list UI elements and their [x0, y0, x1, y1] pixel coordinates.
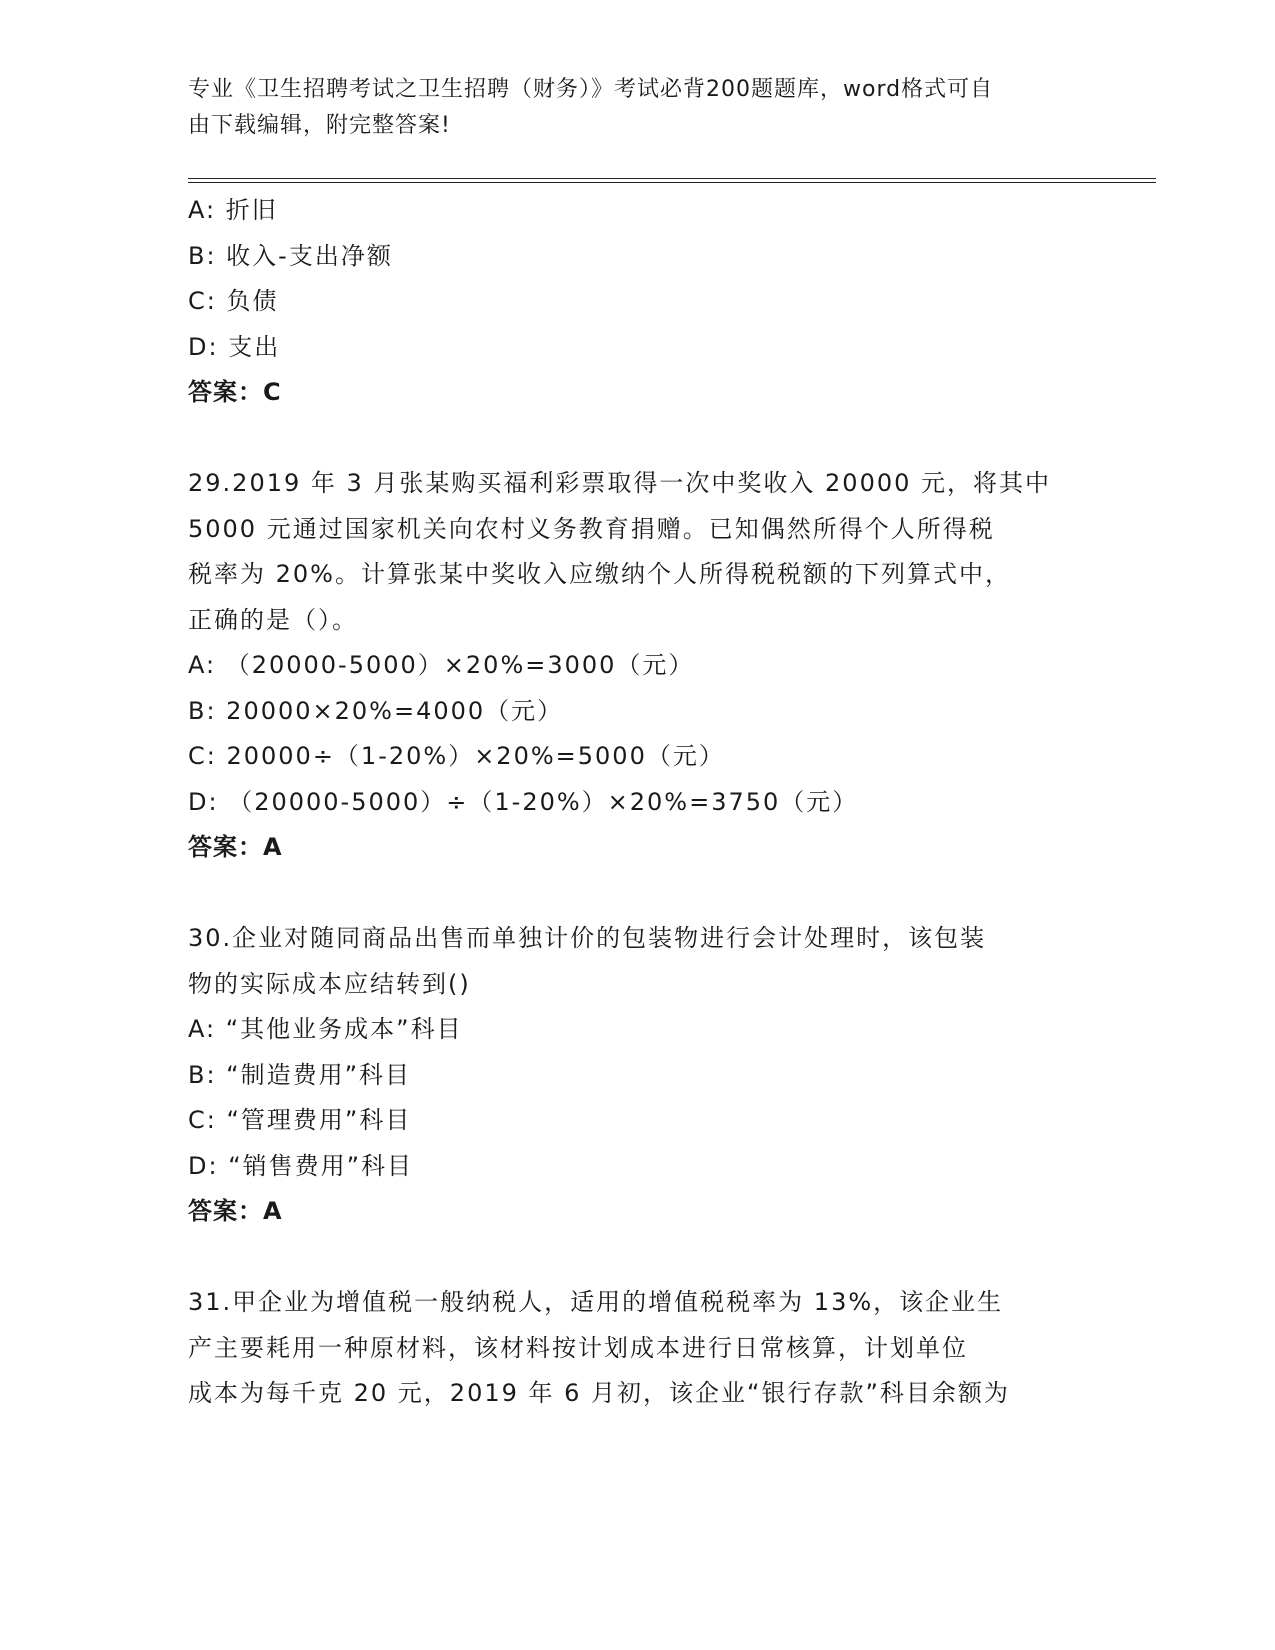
option-c: C: 负债 [188, 287, 279, 315]
question-29-text-line-1: 29.2019 年 3 月张某购买福利彩票取得一次中奖收入 20000 元，将其中 [188, 469, 1052, 497]
question-30-text-line-1: 30.企业对随同商品出售而单独计价的包装物进行会计处理时，该包装 [188, 924, 987, 952]
option-c: C: “管理费用”科目 [188, 1106, 412, 1134]
answer-line: 答案：C [188, 378, 282, 406]
option-b: B: 20000×20%=4000（元） [188, 696, 564, 725]
question-31-text-line-3: 成本为每千克 20 元，2019 年 6 月初，该企业“银行存款”科目余额为 [188, 1379, 1010, 1407]
option-d: D: 支出 [188, 332, 281, 361]
answer-line: 答案：A [188, 1197, 283, 1225]
spacer [188, 416, 1088, 462]
question-30-text-line-2: 物的实际成本应结转到() [188, 969, 471, 998]
document-header [188, 72, 1068, 144]
spacer [188, 871, 1088, 917]
option-a: A: （20000-5000）×20%=3000（元） [188, 651, 695, 679]
question-29-block [188, 461, 1088, 871]
option-d: D: （20000-5000）÷（1-20%）×20%=3750（元） [188, 787, 859, 816]
option-d: D: “销售费用”科目 [188, 1151, 414, 1180]
option-b: B: 收入-支出净额 [188, 241, 393, 270]
header-line-2: 由下载编辑，附完整答案! [188, 113, 451, 138]
question-content [188, 188, 1088, 1417]
question-30-block [188, 916, 1088, 1235]
prev-question-block [188, 188, 1088, 416]
option-c: C: 20000÷（1-20%）×20%=5000（元） [188, 742, 725, 770]
question-29-text-line-4: 正确的是（）。 [188, 605, 358, 634]
option-b: B: “制造费用”科目 [188, 1060, 412, 1089]
answer-line: 答案：A [188, 833, 283, 861]
header-line-1: 专业《卫生招聘考试之卫生招聘（财务）》考试必背200题题库，word格式可自 [188, 77, 994, 102]
question-29-text-line-3: 税率为 20%。计算张某中奖收入应缴纳个人所得税税额的下列算式中， [188, 560, 1011, 588]
question-31-block [188, 1280, 1088, 1417]
spacer [188, 1235, 1088, 1281]
option-a: A: 折旧 [188, 196, 278, 224]
option-a: A: “其他业务成本”科目 [188, 1015, 463, 1043]
question-31-text-line-1: 31.甲企业为增值税一般纳税人，适用的增值税税率为 13%，该企业生 [188, 1288, 1004, 1316]
question-31-text-line-2: 产主要耗用一种原材料，该材料按计划成本进行日常核算，计划单位 [188, 1333, 968, 1362]
header-divider-bottom [188, 182, 1156, 183]
question-29-text-line-2: 5000 元通过国家机关向农村义务教育捐赠。已知偶然所得个人所得税 [188, 514, 995, 543]
header-divider-top [188, 178, 1156, 179]
